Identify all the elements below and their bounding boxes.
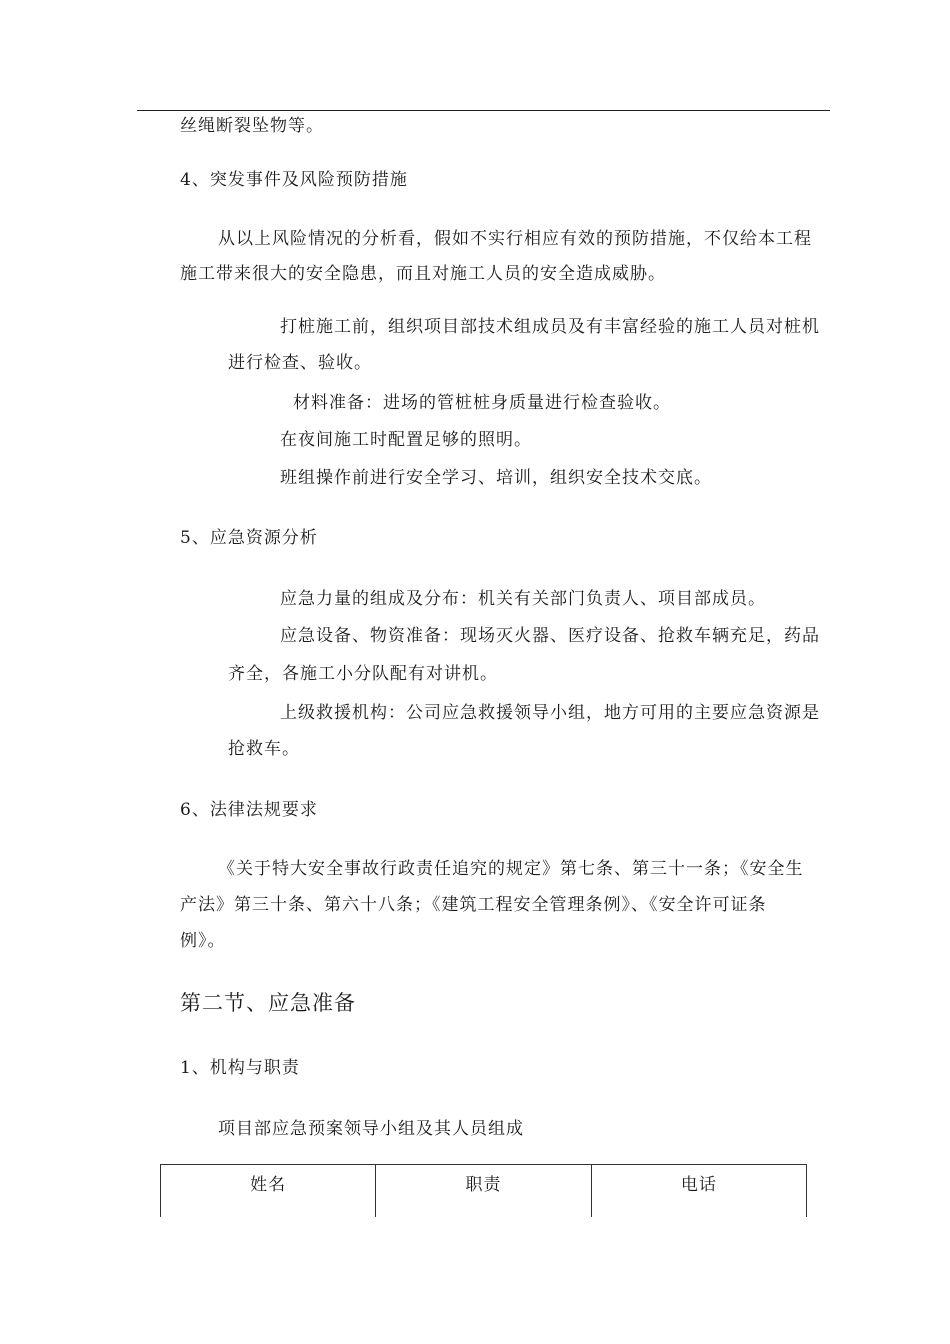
- column-header-duty: 职责: [376, 1165, 591, 1218]
- section-heading-4: 4、突发事件及风险预防措施: [180, 170, 408, 190]
- list-item: 打桩施工前，组织项目部技术组成员及有丰富经验的施工人员对桩机: [280, 317, 820, 337]
- table-header-row: [161, 1165, 807, 1218]
- section-heading-5: 5、应急资源分析: [180, 528, 318, 548]
- column-header-name: 姓名: [161, 1165, 376, 1218]
- paragraph-line: 例》。: [180, 931, 226, 951]
- paragraph-line: 《关于特大安全事故行政责任追究的规定》第七条、第三十一条；《安全生: [218, 859, 804, 879]
- list-item: 在夜间施工时配置足够的照明。: [280, 430, 532, 450]
- table-caption: 项目部应急预案领导小组及其人员组成: [218, 1119, 524, 1139]
- paragraph-line: 产法》第三十条、第六十八条；《建筑工程安全管理条例》、《安全许可证条: [180, 895, 767, 915]
- paragraph-continuation: 丝绳断裂坠物等。: [180, 116, 324, 136]
- chapter-heading: 第二节、应急准备: [180, 991, 356, 1015]
- list-item-continuation: 齐全，各施工小分队配有对讲机。: [228, 664, 498, 684]
- list-item: 应急设备、物资准备：现场灭火器、医疗设备、抢救车辆充足，药品: [280, 626, 820, 646]
- list-item-continuation: 抢救车。: [228, 739, 300, 759]
- list-item: 班组操作前进行安全学习、培训，组织安全技术交底。: [280, 468, 712, 488]
- column-header-phone: 电话: [591, 1165, 806, 1218]
- list-item: 应急力量的组成及分布：机关有关部门负责人、项目部成员。: [280, 589, 766, 609]
- paragraph-line: 从以上风险情况的分析看，假如不实行相应有效的预防措施，不仅给本工程: [218, 229, 812, 249]
- list-item-continuation: 进行检查、验收。: [228, 353, 372, 373]
- personnel-table: [160, 1164, 807, 1217]
- paragraph-line: 施工带来很大的安全隐患，而且对施工人员的安全造成威胁。: [180, 264, 666, 284]
- header-rule: [137, 110, 830, 111]
- list-item: 材料准备：进场的管桩桩身质量进行检查验收。: [293, 393, 671, 413]
- subsection-heading: 1、机构与职责: [180, 1058, 300, 1078]
- section-heading-6: 6、法律法规要求: [180, 800, 318, 820]
- list-item: 上级救援机构：公司应急救援领导小组，地方可用的主要应急资源是: [280, 703, 820, 723]
